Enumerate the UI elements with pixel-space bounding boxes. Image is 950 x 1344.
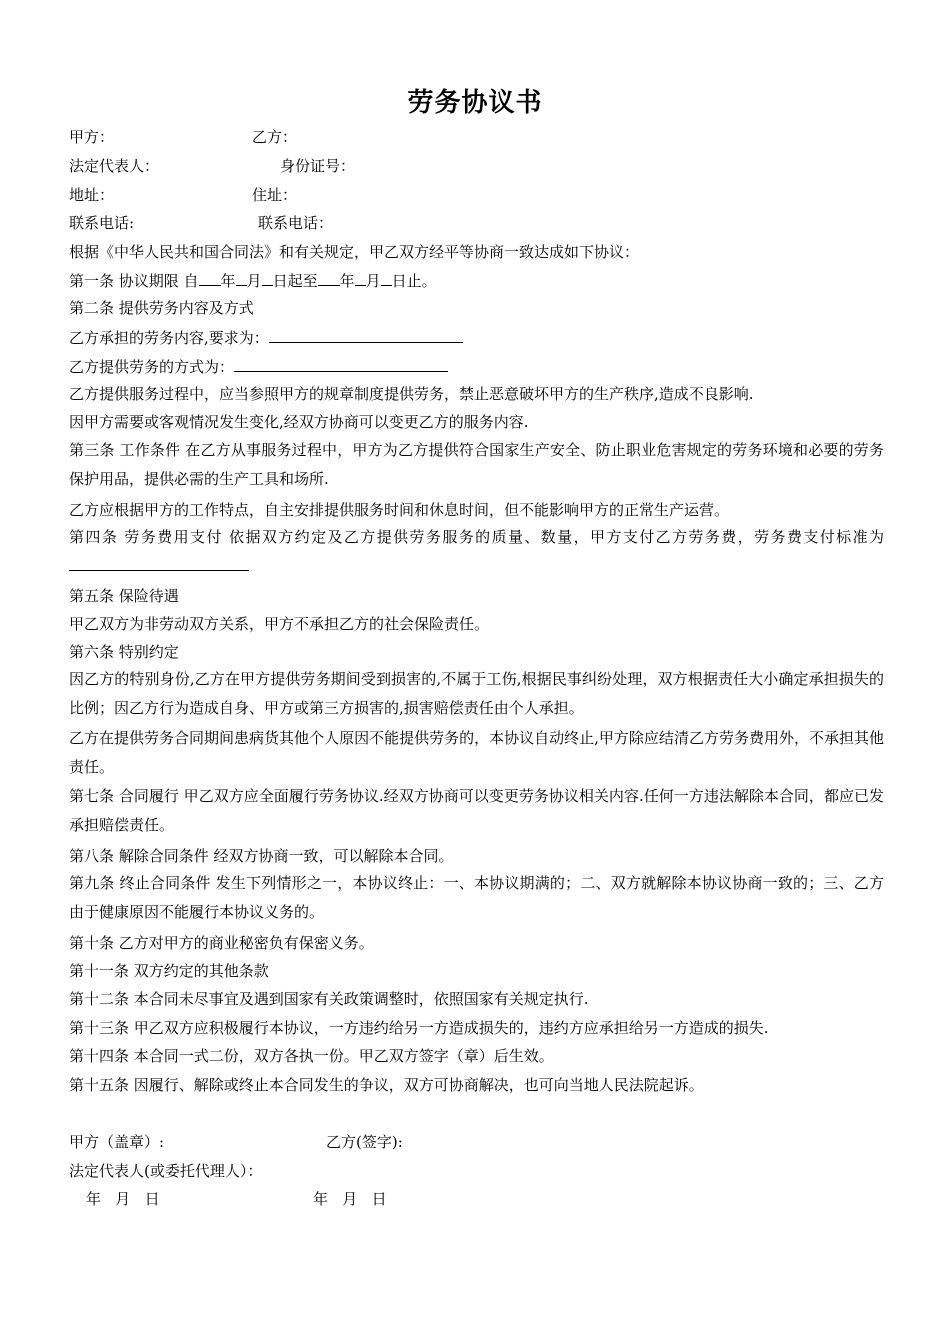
article-9: 第九条 终止合同条件 发生下列情形之一，本协议终止：一、本协议期满的；二、双方就解除本协议协商一致的；三、乙方由于健康原因不能履行本协议义务的。 [69, 874, 884, 921]
article-4 [69, 523, 884, 581]
art1-text-d: 日起至 [272, 272, 318, 290]
article-5-title: 第五条 保险待遇 [69, 587, 179, 605]
art1-text-b: 年 [220, 272, 236, 290]
art2-method-label: 乙方提供劳务的方式为： [69, 358, 235, 376]
party-b-label: 乙方： [252, 128, 298, 146]
art1-text-a: 第一条 协议期限 自 [69, 272, 199, 290]
party-a-label: 甲方： [69, 128, 115, 146]
article-11: 第十一条 双方约定的其他条款 [69, 962, 269, 980]
article-2-content [69, 327, 463, 348]
article-2-para-2: 因甲方需要或客观情况发生变化,经双方协商可以变更乙方的服务内容. [69, 413, 529, 431]
residence-label: 住址： [252, 186, 298, 204]
art1-blank-start-day [262, 270, 273, 286]
phone-a-label: 联系电话: [69, 214, 135, 232]
address-label: 地址： [69, 186, 115, 204]
art1-text-f: 月 [365, 272, 381, 290]
signature-legal-rep: 法定代表人(或委托代理人）： [69, 1162, 263, 1180]
art4-fee-blank [69, 555, 249, 571]
phone-b-label: 联系电话： [258, 214, 334, 232]
article-2-method [69, 356, 448, 377]
art1-blank-end-year [318, 270, 340, 286]
article-1 [69, 270, 437, 291]
art1-blank-start-year [199, 270, 221, 286]
article-2-para-1: 乙方提供服务过程中，应当参照甲方的规章制度提供劳务，禁止恶意破坏甲方的生产秩序,造成不良影响. [69, 385, 754, 403]
article-3: 第三条 工作条件 在乙方从事服务过程中，甲方为乙方提供符合国家生产安全、防止职业危害规定的劳务环境和必要的劳务保护用品，提供必需的生产工具和场所. [69, 441, 884, 488]
art1-text-e: 年 [339, 272, 355, 290]
signature-party-b: 乙方(签字): [326, 1133, 403, 1151]
article-2-title: 第二条 提供劳务内容及方式 [69, 299, 254, 317]
article-5-para: 甲乙双方为非劳动双方关系，甲方不承担乙方的社会保险责任。 [69, 615, 490, 633]
article-3-para-2: 乙方应根据甲方的工作特点，自主安排提供服务时间和休息时间，但不能影响甲方的正常生产运营。 [69, 501, 730, 519]
art1-text-g: 日止。 [391, 272, 437, 290]
article-6-title: 第六条 特别约定 [69, 643, 179, 661]
article-8: 第八条 解除合同条件 经双方协商一致，可以解除本合同。 [69, 847, 454, 865]
signature-party-a: 甲方（盖章）: [69, 1133, 165, 1151]
art1-text-c: 月 [246, 272, 262, 290]
article-14: 第十四条 本合同一式二份，双方各执一份。甲乙双方签字（章）后生效。 [69, 1047, 554, 1065]
signature-date-b: 年 月 日 [313, 1190, 387, 1208]
art1-blank-end-day [381, 270, 392, 286]
article-13: 第十三条 甲乙双方应积极履行本协议，一方违约给另一方造成损失的，违约方应承担给另一方造成的损失. [69, 1019, 769, 1037]
id-no-label: 身份证号： [280, 157, 356, 175]
legal-rep-label: 法定代表人： [69, 157, 160, 175]
art2-content-blank [269, 327, 463, 343]
article-6-para-2: 乙方在提供劳务合同期间患病货其他个人原因不能提供劳务的，本协议自动终止,甲方除应结清乙方劳务费用外，不承担其他责任。 [69, 729, 884, 776]
art1-blank-end-month [355, 270, 366, 286]
art4-text: 第四条 劳务费用支付 依据双方约定及乙方提供劳务服务的质量、数量，甲方支付乙方劳务费，劳务费支付标准为 [69, 528, 884, 546]
document-title: 劳务协议书 [407, 88, 543, 118]
article-7: 第七条 合同履行 甲乙双方应全面履行劳务协议.经双方协商可以变更劳务协议相关内容.任何一方违法解除本合同，都应已发承担赔偿责任。 [69, 787, 884, 834]
article-10: 第十条 乙方对甲方的商业秘密负有保密义务。 [69, 934, 374, 952]
article-6-para-1: 因乙方的特别身份,乙方在甲方提供劳务期间受到损害的,不属于工伤,根据民事纠纷处理，双方根据责任大小确定承担损失的比例；因乙方行为造成自身、甲方或第三方损害的,损害赔偿责任由个人承担。 [69, 670, 884, 717]
intro-paragraph: 根据《中华人民共和国合同法》和有关规定，甲乙双方经平等协商一致达成如下协议： [69, 243, 640, 261]
article-15: 第十五条 因履行、解除或终止本合同发生的争议，双方可协商解决，也可向当地人民法院起诉。 [69, 1076, 704, 1094]
art2-method-blank [234, 356, 448, 372]
art1-blank-start-month [236, 270, 247, 286]
article-12: 第十二条 本合同未尽事宜及遇到国家有关政策调整时，依照国家有关规定执行. [69, 990, 589, 1008]
signature-date-a: 年 月 日 [86, 1190, 160, 1208]
art2-content-label: 乙方承担的劳务内容,要求为： [69, 329, 269, 347]
